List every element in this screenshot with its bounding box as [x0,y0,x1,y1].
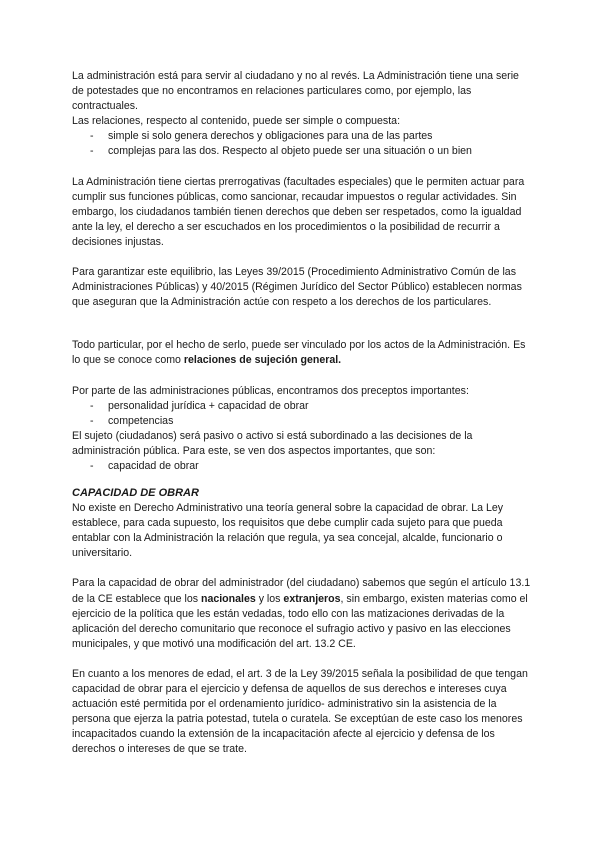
paragraph-subjection [72,338,532,368]
paragraph-subject: El sujeto (ciudadanos) será pasivo o activo si está subordinado a las decisiones de la administración pública. Para este, se ven dos aspectos importantes, que son: [72,429,473,457]
list-item: - simple si solo genera derechos y obligaciones para una de las partes [72,129,532,144]
subjection-bold: relaciones de sujeción general. [183,354,342,367]
aspects-list [72,459,532,474]
article-text-c: y los [255,592,284,605]
article-text-e: , sin embargo, existen materias como el ejercicio de la política que les están vedadas, todo ello con las matizaciones derivadas de la aplicación del derecho comunitario que reconoce el sufragio activo y pasivo en las elecciones municipales, y que motivó una modificación del art. 13.2 CE. [72,592,528,650]
precepts-list [72,399,532,429]
section-heading: CAPACIDAD DE OBRAR [72,487,199,500]
paragraph-laws: Para garantizar este equilibrio, las Leyes 39/2015 (Procedimiento Administrativo Común de las Administraciones Públicas) y 40/2015 (Régimen Jurídico del Sector Público) establecen normas que aseguran que la Administración actúe con respeto a los derechos de los particulares. [72,266,522,309]
article-text-a: Para la capacidad de obrar del administrador (del ciudadano) sabemos que según el artículo 13.1 de la CE establece que los [72,577,531,605]
article-bold-extranjeros: extranjeros [283,592,341,605]
list-item: - competencias [72,414,532,429]
list-item: - personalidad jurídica + capacidad de obrar [72,399,532,414]
article-bold-nacionales: nacionales [200,592,256,605]
paragraph-relations: Las relaciones, respecto al contenido, puede ser simple o compuesta: [72,115,401,128]
paragraph-no-theory: No existe en Derecho Administrativo una teoría general sobre la capacidad de obrar. La Ley establece, para cada supuesto, los requisitos que debe cumplir cada sujeto para que pueda entablar con la Administración la relación que regula, ya sea concejal, alcalde, funcionario o universitario. [72,502,504,560]
paragraph-precepts: Por parte de las administraciones públicas, encontramos dos preceptos importantes: [72,384,469,397]
paragraph-prerogatives: La Administración tiene ciertas prerrogativas (facultades especiales) que le permiten actuar para cumplir sus funciones públicas, como sancionar, recaudar impuestos o regular actividades. Sin embargo, los ciudadanos también tienen derechos que deben ser respetados, como la igualdad ante la ley, el derecho a ser escuchados en los procedimientos o la posibilidad de recurrir a decisiones injustas. [72,175,525,248]
paragraph-minors: En cuanto a los menores de edad, el art. 3 de la Ley 39/2015 señala la posibilidad de que tengan capacidad de obrar para el ejercicio y defensa de aquellos de sus derechos e intereses cuya actuación esté permitida por el ordenamiento jurídico- administrativo sin la asistencia de la persona que ejerza la patria potestad, tutela o curatela. Se exceptúan de este caso los menores incapacitados cuando la extensión de la incapacitación afecte al ejercicio y defensa de los derechos o intereses de que se trate. [72,667,528,756]
subjection-text: Todo particular, por el hecho de serlo, puede ser vinculado por los actos de la Administración. Es lo que se conoce como [72,339,526,367]
list-item: - complejas para las dos. Respecto al objeto puede ser una situación o un bien [72,144,532,159]
list-item: - capacidad de obrar [72,459,532,474]
paragraph-intro: La administración está para servir al ciudadano y no al revés. La Administración tiene una serie de potestades que no encontramos en relaciones particulares como, por ejemplo, las contractuales. [72,70,519,113]
document-page [72,69,532,757]
paragraph-article-13 [72,576,532,651]
relations-list [72,129,532,159]
